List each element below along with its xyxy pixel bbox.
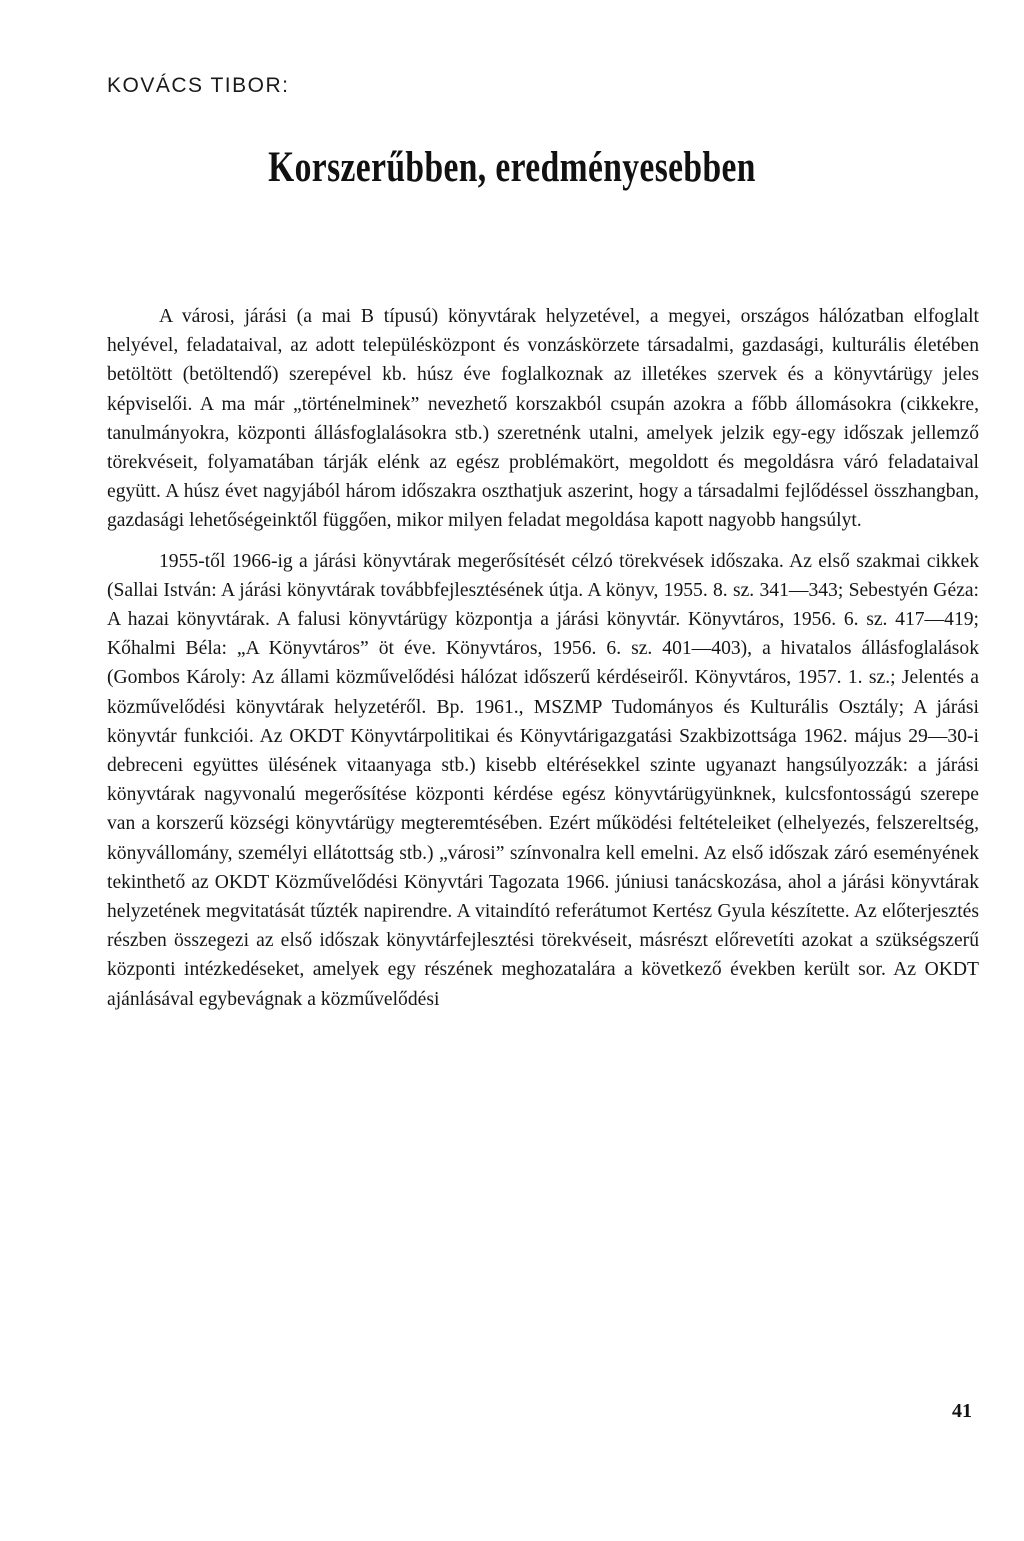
- article-body: [107, 302, 979, 1014]
- paragraph-intro: A városi, járási (a mai B típusú) könyvtárak helyzetével, a megyei, országos hálózatban elfoglalt helyével, feladataival, az adott településközpont és vonzáskörzete társadalmi, gazdasági, kulturális életében betöltött (betöltendő) szerepével kb. húsz éve foglalkoznak az illetékes szervek és a könyvtárügy jeles képviselői. A ma már „történelminek” nevezhető korszakból csupán azokra a főbb állomásokra (cikkekre, tanulmányokra, központi állásfoglalásokra stb.) szeretnénk utalni, amelyek jelzik egy-egy időszak jellemző törekvéseit, folyamatában tárják elénk az egész problémakört, megoldott és megoldásra váró feladataival együtt. A húsz évet nagyjából három időszakra oszthatjuk aszerint, hogy a társadalmi fejlődéssel összhangban, gazdasági lehetőségeinktől függően, mikor milyen feladat megoldása kapott nagyobb hangsúlyt.: [107, 306, 979, 532]
- author-heading: KOVÁCS TIBOR:: [107, 74, 290, 97]
- article-title: Korszerűbben, eredményesebben: [268, 144, 756, 191]
- paragraph-period-1955-1966: 1955-től 1966-ig a járási könyvtárak megerősítését célzó törekvések időszaka. Az első szakmai cikkek (Sallai István: A járási könyvtárak továbbfejlesztésének útja. A könyv, 1955. 8. sz. 341—343; Sebestyén Géza: A hazai könyvtárak. A falusi könyvtárügy központja a járási könyvtár. Könyvtáros, 1956. 6. sz. 417—419; Kőhalmi Béla: „A Könyvtáros” öt éve. Könyvtáros, 1956. 6. sz. 401—403), a hivatalos állásfoglalások (Gombos Károly: Az állami közművelődési hálózat időszerű kérdéseiről. Könyvtáros, 1957. 1. sz.; Jelentés a közművelődési könyvtárak helyzetéről. Bp. 1961., MSZMP Tudományos és Kulturális Osztály; A járási könyvtár funkciói. Az OKDT Könyvtárpolitikai és Könyvtárigazgatási Szakbizottsága 1962. május 29—30-i debreceni együttes ülésének vitaanyaga stb.) kisebb eltérésekkel szinte ugyanazt hangsúlyozzák: a járási könyvtárak nagyvonalú megerősítése központi kérdése egész könyvtárügyünknek, kulcsfontosságú szerepe van a korszerű községi könyvtárügy megteremtésében. Ezért működési feltételeiket (elhelyezés, felszereltség, könyvállomány, személyi ellátottság stb.) „városi” színvonalra kell emelni. Az első időszak záró eseményének tekinthető az OKDT Közművelődési Könyvtári Tagozata 1966. júniusi tanácskozása, ahol a járási könyvtárak helyzetének megvitatását tűzték napirendre. A vitaindító referátumot Kertész Gyula készítette. Az előterjesztés részben összegezi az első időszak könyvtárfejlesztési törekvéseit, másrészt előrevetíti azokat a szükségszerű központi intézkedéseket, amelyek egy részének meghozatalára a következő években került sor. Az OKDT ajánlásával egybevágnak a közművelődési: [107, 550, 979, 1010]
- page-number: 41: [952, 1400, 972, 1422]
